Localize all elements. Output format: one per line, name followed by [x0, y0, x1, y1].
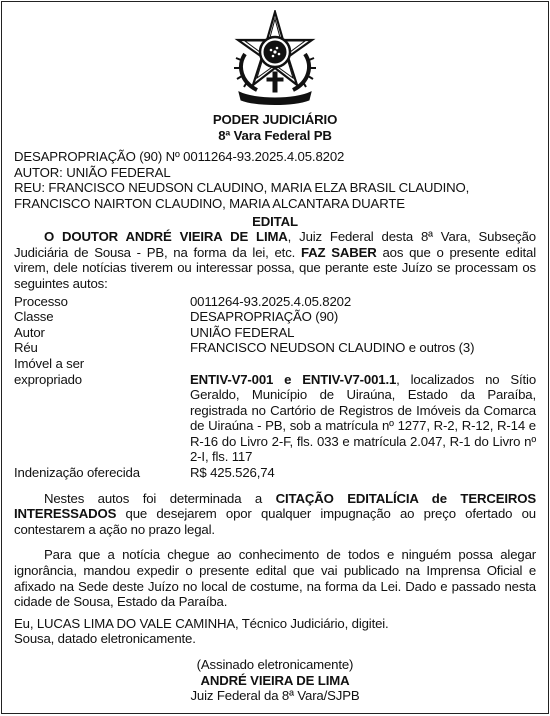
- field-row-imovel: [14, 372, 536, 466]
- field-value: R$ 425.526,74: [190, 465, 275, 481]
- field-value: UNIÃO FEDERAL: [190, 324, 295, 340]
- field-row-reu: [14, 340, 536, 356]
- field-value: 0011264-93.2025.4.05.8202: [190, 293, 352, 309]
- field-label: Processo: [14, 293, 68, 309]
- field-row-classe: [14, 309, 536, 325]
- signature-role: Juiz Federal da 8ª Vara/SJPB: [190, 688, 360, 704]
- case-author: AUTOR: UNIÃO FEDERAL: [14, 164, 171, 180]
- date-line: Sousa, datado eletronicamente.: [14, 631, 196, 647]
- property-description: , localizados no Sítio Geraldo, Município de Uiraúna, Estado da Paraíba, registrada no Cartório de Registros de Imóveis da Comarca de Uiraúna - PB, sob a matrícula nº 1277, R-2, R-12, R-14 e R-16 do Livro 2-F, fls. 033 e matrícula 2.047, R-1 do Livro nº 2-I, fls. 117: [190, 371, 537, 465]
- citation-text-2: que desejarem opor qualquer impugnação ao preço ofertado ou contestarem a ação no prazo legal.: [14, 506, 536, 537]
- field-label: expropriado: [14, 371, 82, 387]
- field-row-processo: [14, 294, 536, 310]
- case-fields-table: [14, 294, 536, 481]
- edital-document: [1, 1, 549, 714]
- signature-note: (Assinado eletronicamente): [196, 657, 354, 672]
- field-row-imovel-label: [14, 356, 536, 372]
- edital-title: EDITAL: [252, 213, 298, 229]
- intro-text-2: aos que o presente edital virem, dele notícias tiverem ou interessar possa, que perante este Juízo se processam os seguintes autos:: [14, 244, 536, 291]
- court-name: PODER JUDICIÁRIO: [212, 112, 338, 127]
- citation-paragraph: [14, 491, 536, 538]
- clerk-line: Eu, LUCAS LIMA DO VALE CAMINHA, Técnico Judiciário, digitei.: [14, 615, 389, 631]
- field-label: Classe: [14, 309, 54, 325]
- judge-name-bold: O DOUTOR ANDRÉ VIEIRA DE LIMA: [44, 229, 288, 245]
- citation-bold: CITAÇÃO EDITALÍCIA de TERCEIROS INTERESSADOS: [14, 490, 536, 522]
- intro-text-1: , Juiz Federal desta 8ª Vara, Subseção Judiciária de Sousa - PB, na forma da lei, etc.: [14, 229, 536, 260]
- brazil-coat-of-arms-seal: [225, 10, 325, 106]
- field-row-indenizacao: [14, 465, 536, 481]
- case-class-number: DESAPROPRIAÇÃO (90) Nº 0011264-93.2025.4.05.8202: [14, 149, 345, 165]
- edital-intro-paragraph: [14, 229, 536, 291]
- signature-name: ANDRÉ VIEIRA DE LIMA: [200, 672, 350, 688]
- field-value-imovel: [190, 372, 536, 466]
- faz-saber-bold: FAZ SABER: [300, 244, 377, 260]
- field-label: Réu: [14, 340, 38, 356]
- citation-text-1: Nestes autos foi determinada a: [44, 490, 276, 506]
- field-row-autor: [14, 325, 536, 341]
- property-ids-bold: ENTIV-V7-001 e ENTIV-V7-001.1: [190, 371, 397, 387]
- field-value: FRANCISCO NEUDSON CLAUDINO e outros (3): [190, 340, 475, 356]
- field-label: Imóvel a ser: [14, 355, 85, 371]
- field-label: Autor: [14, 324, 45, 340]
- court-vara: 8ª Vara Federal PB: [218, 127, 332, 143]
- case-caption: [14, 149, 536, 211]
- case-defendants: REU: FRANCISCO NEUDSON CLAUDINO, MARIA ELZA BRASIL CLAUDINO, FRANCISCO NAIRTON CLAUDINO, MARIA ALCANTARA DUARTE: [14, 180, 470, 211]
- field-value: DESAPROPRIAÇÃO (90): [190, 309, 339, 325]
- field-label: Indenização oferecida: [14, 465, 140, 481]
- publication-paragraph: Para que a notícia chegue ao conhecimento de todos e ninguém possa alegar ignorância, mandou expedir o presente edital que vai publicado na Imprensa Oficial e afixado na Sede deste Juízo no local de costume, na forma da Lei. Dado e passado nesta cidade de Sousa, Estado da Paraíba.: [14, 547, 536, 610]
